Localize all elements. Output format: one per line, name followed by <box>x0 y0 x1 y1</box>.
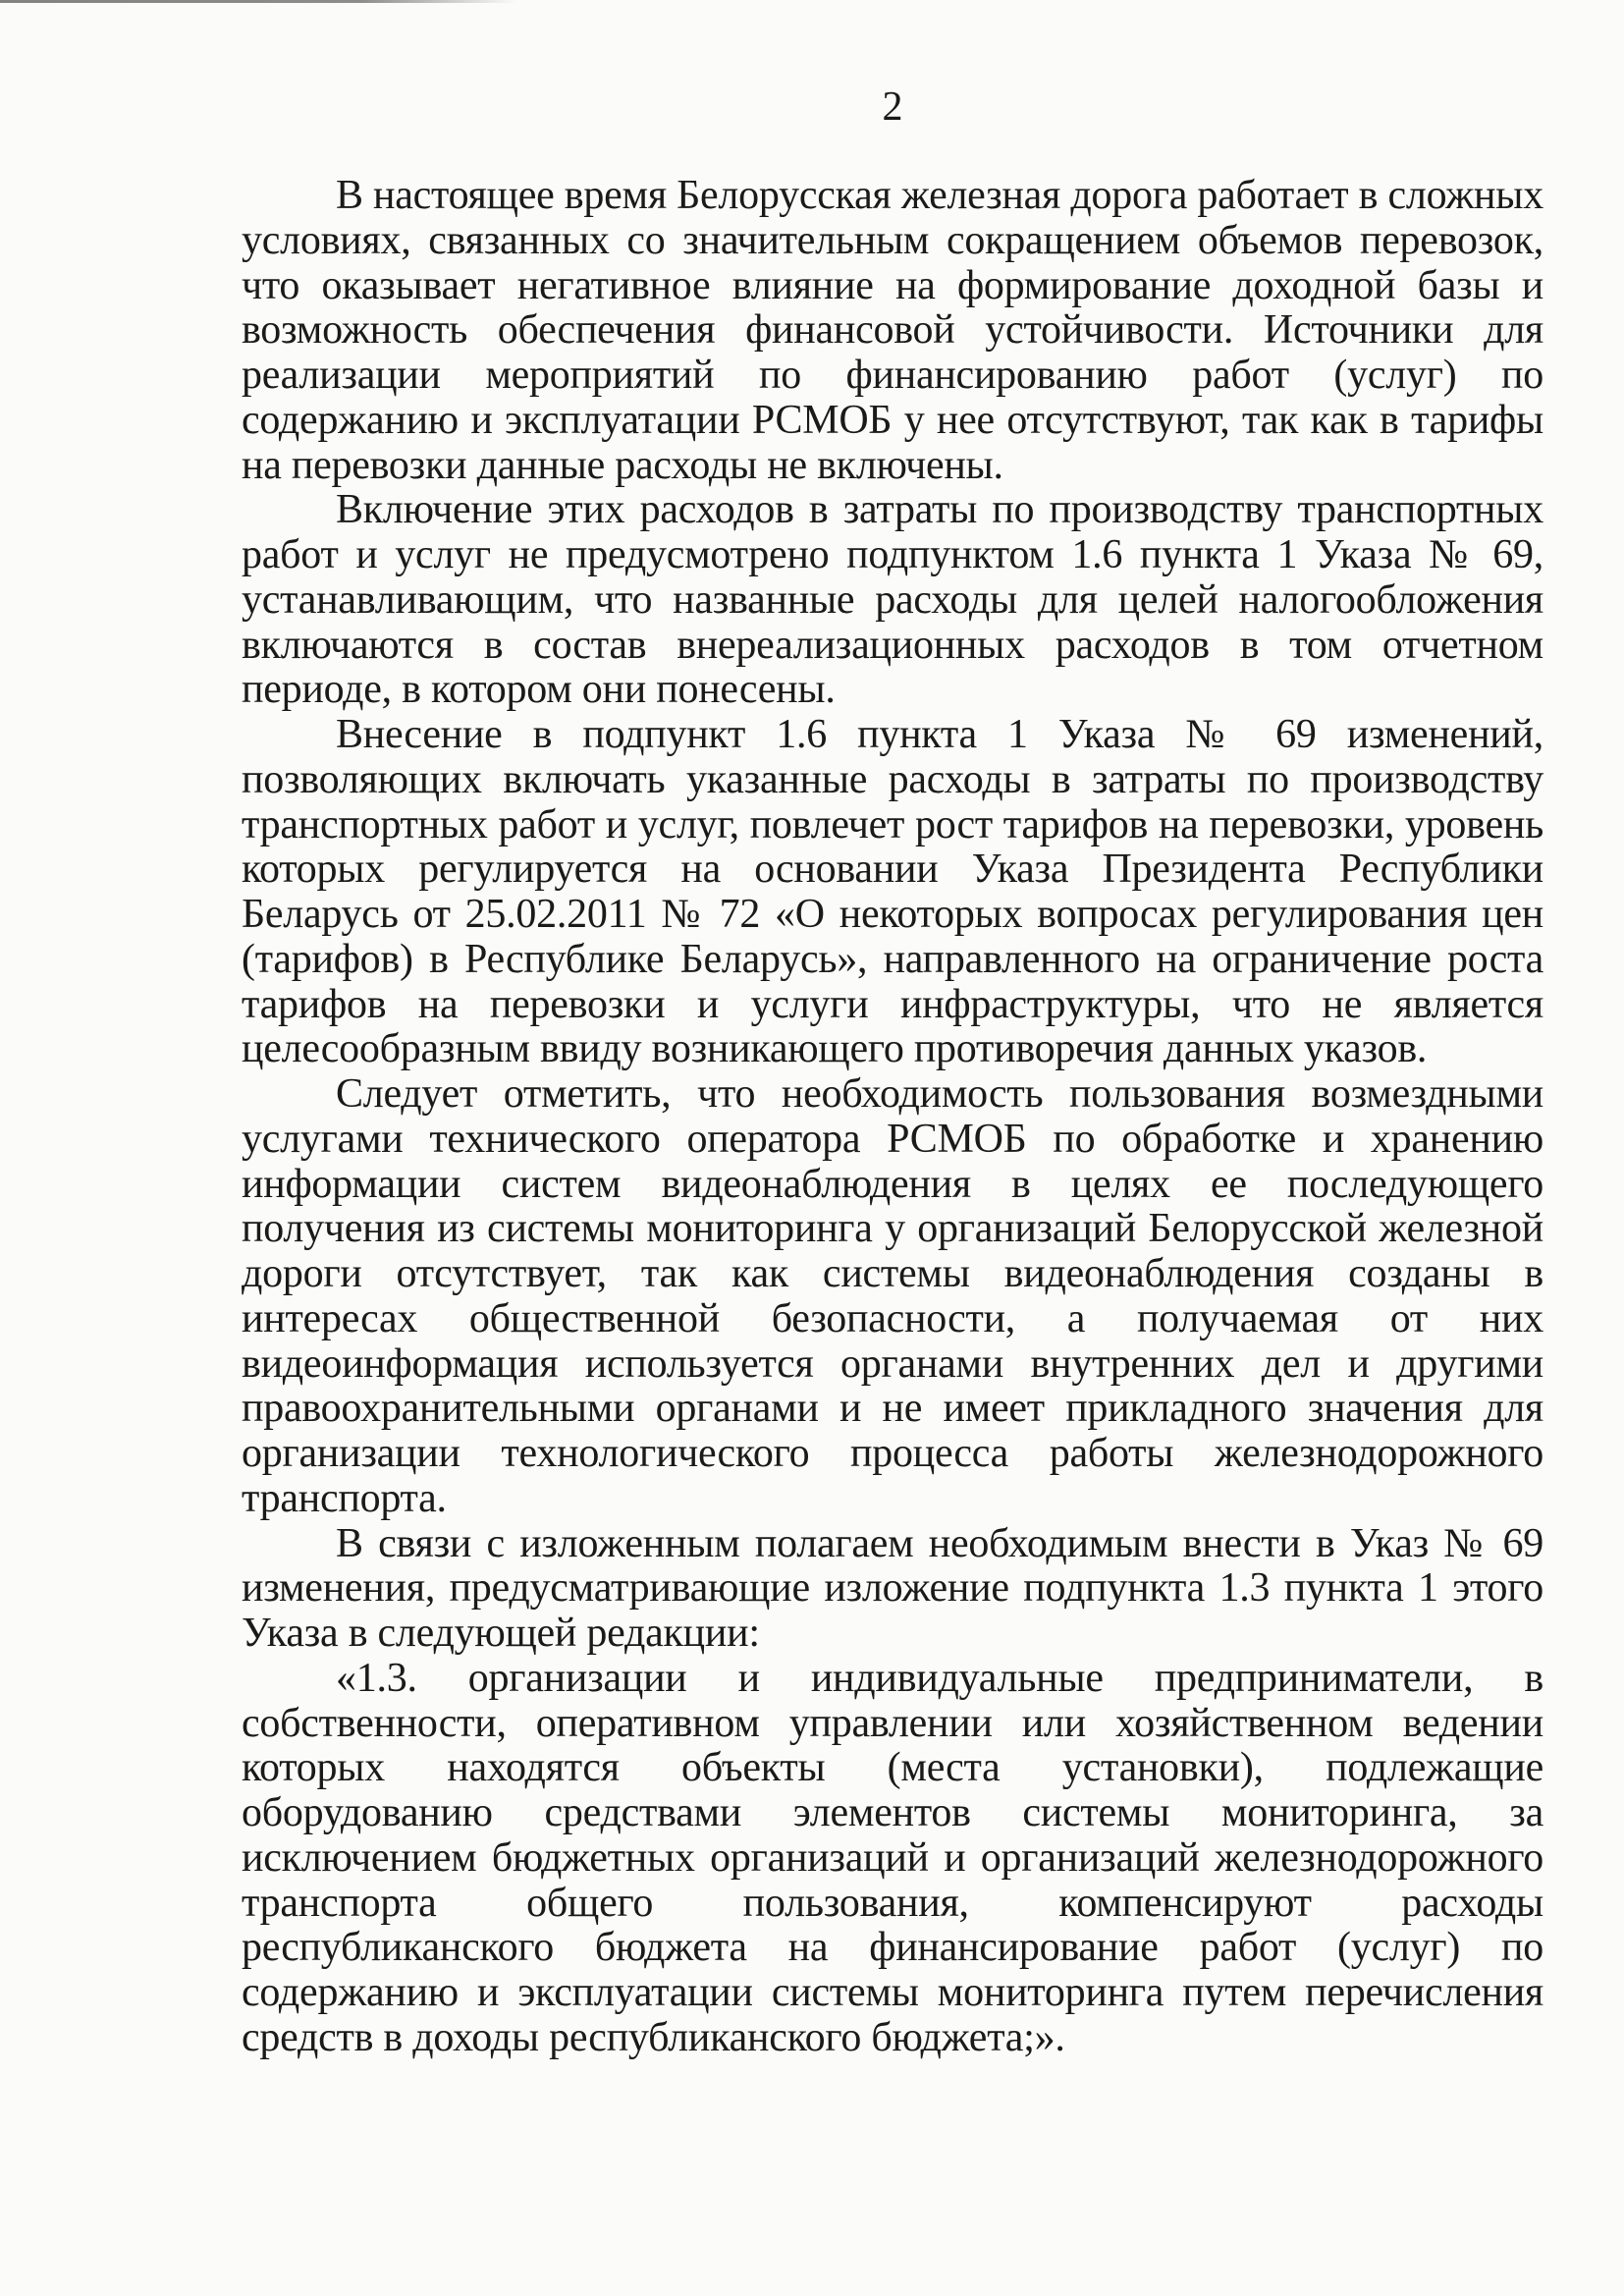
text-line: дороги отсутствует, так как системы видеонаблюдения созданы в <box>242 1251 1543 1296</box>
text-line: исключением бюджетных организаций и организаций железнодорожного <box>242 1834 1543 1881</box>
text-line: изменения, предусматривающие изложение подпункта 1.3 пункта 1 этого <box>242 1565 1543 1612</box>
scan-edge-artifact <box>0 0 515 3</box>
text-line: организации технологического процесса работы железнодорожного <box>242 1431 1543 1476</box>
text-line: Включение этих расходов в затраты по производству транспортных <box>336 487 1543 533</box>
text-line: устанавливающим, что названные расходы для целей налогообложения <box>242 576 1543 623</box>
paragraph <box>242 713 1543 1072</box>
text-line: Беларусь от 25.02.2011 № 72 «О некоторых вопросах регулирования цен <box>242 892 1543 937</box>
text-line: которых регулируется на основании Указа Президента Республики <box>242 847 1543 893</box>
text-line: возможность обеспечения финансовой устойчивости. Источники для <box>242 307 1543 354</box>
text-line: содержанию и эксплуатации системы мониторинга путем перечисления <box>242 1970 1543 2015</box>
text-line: работ и услуг не предусмотрено подпунктом 1.6 пункта 1 Указа № 69, <box>242 532 1543 577</box>
text-line: Внесение в подпункт 1.6 пункта 1 Указа № 69 изменений, <box>336 712 1543 757</box>
text-line: условиях, связанных со значительным сокращением объемов перевозок, <box>242 217 1543 263</box>
paragraph <box>242 1072 1543 1522</box>
text-line: которых находятся объекты (места установки), подлежащие <box>242 1745 1543 1791</box>
text-line: транспорта общего пользования, компенсируют расходы <box>242 1880 1543 1926</box>
text-line: собственности, оперативном управлении или хозяйственном ведении <box>242 1700 1543 1746</box>
text-line: В связи с изложенным полагаем необходимым внести в Указ № 69 <box>336 1520 1543 1566</box>
paragraph <box>242 174 1543 488</box>
text-line: периоде, в котором они понесены. <box>242 667 836 713</box>
text-line: информации систем видеонаблюдения в целях ее последующего <box>242 1161 1543 1207</box>
text-line: республиканского бюджета на финансирование работ (услуг) по <box>242 1925 1543 1971</box>
text-line: целесообразным ввиду возникающего противоречия данных указов. <box>242 1026 1428 1072</box>
text-line: транспортных работ и услуг, повлечет рост тарифов на перевозки, уровень <box>242 801 1543 847</box>
text-line: содержанию и эксплуатации РСМОБ у нее отсутствуют, так как в тарифы <box>242 397 1543 443</box>
text-line: позволяющих включать указанные расходы в затраты по производству <box>242 756 1543 802</box>
text-line: реализации мероприятий по финансированию работ (услуг) по <box>242 353 1543 398</box>
text-line: на перевозки данные расходы не включены. <box>242 442 1003 488</box>
paragraph <box>242 488 1543 713</box>
page-number: 2 <box>882 84 903 130</box>
text-line: транспорта. <box>242 1475 447 1521</box>
text-line: что оказывает негативное влияние на формирование доходной базы и <box>242 262 1543 308</box>
text-line: получения из системы мониторинга у организаций Белорусской железной <box>242 1206 1543 1252</box>
text-line: средств в доходы республиканского бюджета;». <box>242 2014 1065 2060</box>
text-line: услугами технического оператора РСМОБ по обработке и хранению <box>242 1116 1543 1162</box>
text-line: интересах общественной безопасности, а получаемая от них <box>242 1295 1543 1341</box>
text-line: тарифов на перевозки и услуги инфраструктуры, что не является <box>242 981 1543 1027</box>
text-line: Следует отметить, что необходимость пользования возмездными <box>336 1071 1543 1117</box>
text-line: правоохранительными органами и не имеет прикладного значения для <box>242 1386 1543 1432</box>
paragraph <box>242 1657 1543 2061</box>
text-line: оборудованию средствами элементов системы мониторинга, за <box>242 1790 1543 1835</box>
text-line: В настоящее время Белорусская железная дорога работает в сложных <box>336 173 1543 218</box>
text-line: включаются в состав внереализационных расходов в том отчетном <box>242 622 1543 668</box>
text-line: «1.3. организации и индивидуальные предприниматели, в <box>336 1655 1543 1701</box>
text-line: видеоинформация используется органами внутренних дел и другими <box>242 1340 1543 1387</box>
document-text <box>242 174 1543 2061</box>
text-line: (тарифов) в Республике Беларусь», направленного на ограничение роста <box>242 936 1543 982</box>
paragraph <box>242 1522 1543 1657</box>
text-line: Указа в следующей редакции: <box>242 1611 760 1656</box>
